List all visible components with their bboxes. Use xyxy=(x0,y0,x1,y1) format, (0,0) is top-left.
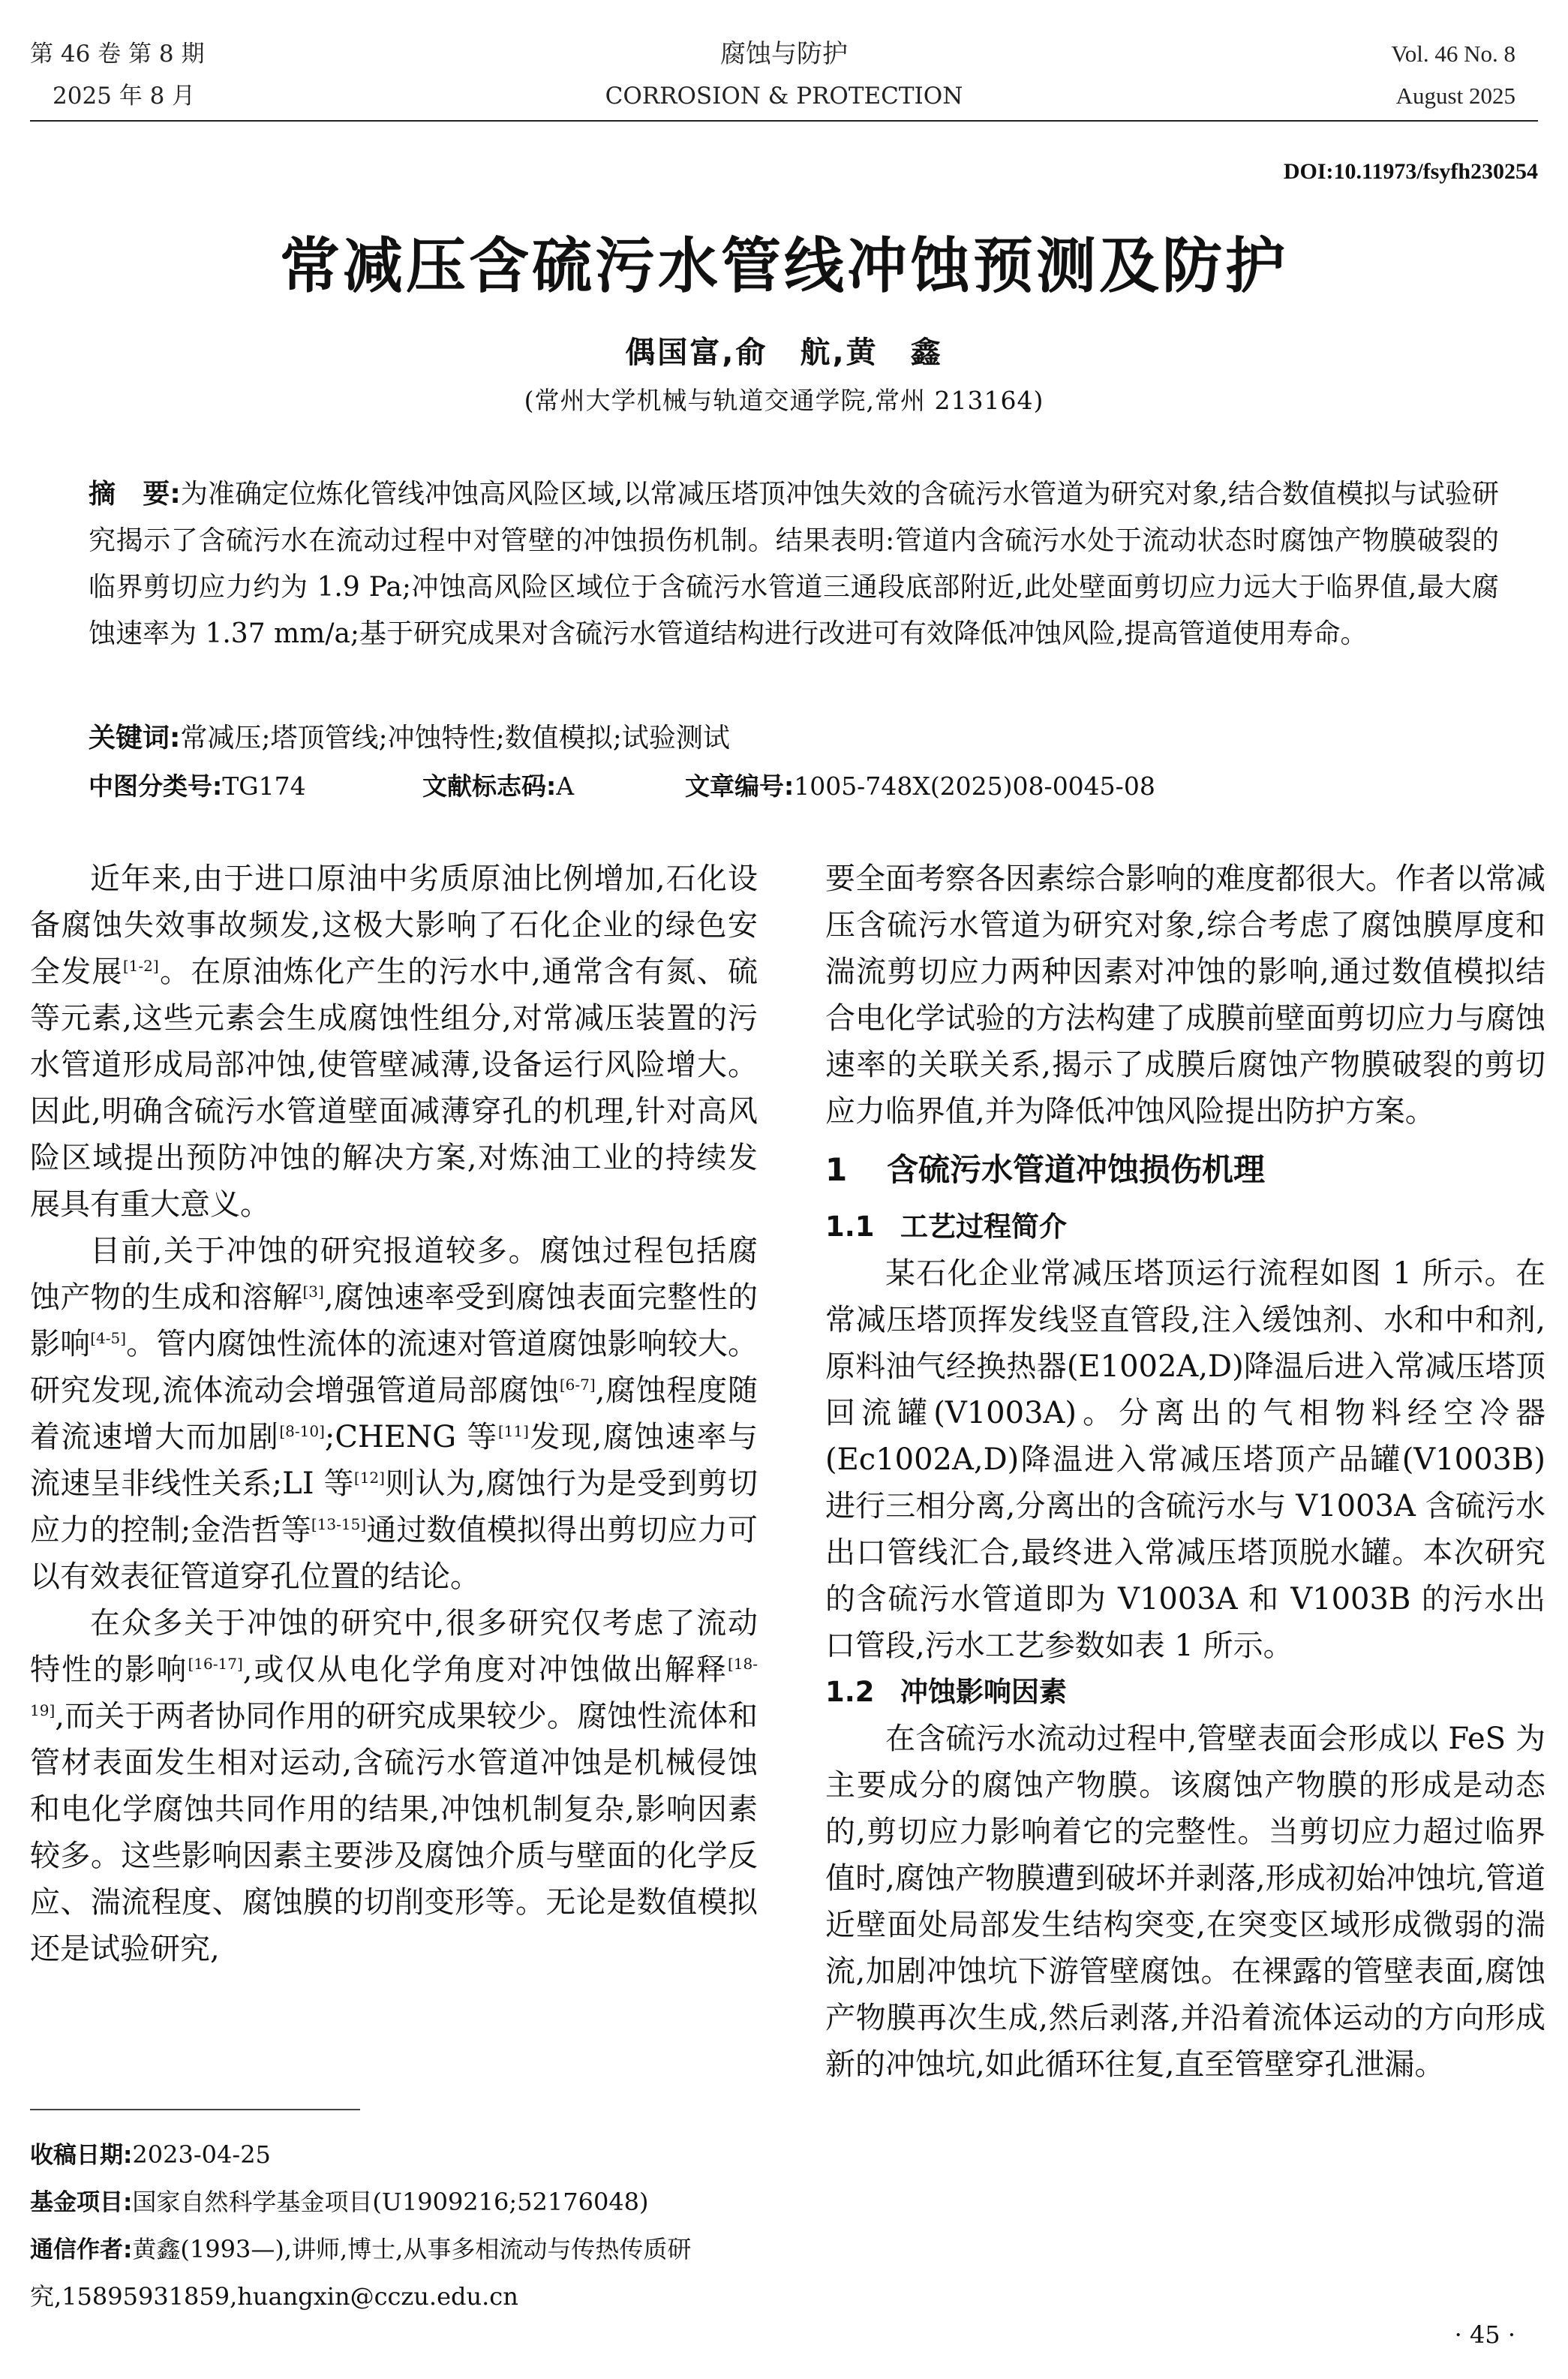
header-date: 2025 年 8 月 xyxy=(53,83,196,110)
classification-line xyxy=(89,767,1499,802)
corresponding-author xyxy=(30,2226,773,2320)
text-run: ,腐蚀速率受到腐蚀表面完整性的影响 xyxy=(30,1280,758,1361)
footnotes xyxy=(30,2131,773,2320)
article-title: 常减压含硫污水管线冲蚀预测及防护 xyxy=(280,231,1288,301)
footnote-value: 2023-04-25 xyxy=(132,2140,271,2169)
footnote-rule xyxy=(30,2109,360,2110)
article-number-label: 文章编号: xyxy=(685,771,795,801)
doi[interactable]: DOI:10.11973/fsyfh230254 xyxy=(1283,159,1538,184)
citation[interactable]: [12] xyxy=(353,1469,385,1487)
keywords-text: 常减压;塔顶管线;冲蚀特性;数值模拟;试验测试 xyxy=(180,723,730,753)
header-volume-issue: 第 46 卷 第 8 期 xyxy=(30,41,205,68)
paragraph xyxy=(30,856,758,1228)
header-journal-en: CORROSION & PROTECTION xyxy=(605,83,963,110)
footnote-label: 基金项目: xyxy=(30,2189,133,2216)
text-run: 通过数值模拟得出剪切应力可以有效表征管道穿孔位置的结论。 xyxy=(30,1513,758,1594)
footnote-label: 收稿日期: xyxy=(30,2142,133,2169)
text-run: ,或仅从电化学角度对冲蚀做出解释 xyxy=(242,1653,728,1687)
received-date xyxy=(30,2131,773,2179)
text-run: 。在原油炼化产生的污水中,通常含有氮、硫等元素,这些元素会生成腐蚀性组分,对常减压装置的污水管道形成局部冲蚀,使管壁减薄,设备运行风险增大。因此,明确含硫污水管道壁面减薄穿孔的机理,针对高风险区域提出预防冲蚀的解决方案,对炼油工业的持续发展具有重大意义。 xyxy=(30,955,758,1222)
paragraph: 某石化企业常减压塔顶运行流程如图 1 所示。在常减压塔顶挥发线竖直管段,注入缓蚀剂、水和中和剂,原料油气经换热器(E1002A,D)降温后进入常减压塔顶回流罐(V1003A)。分离出的气相物料经空冷器(Ec1002A,D)降温进入常减压塔顶产品罐(V1003B)进行三相分离,分离出的含硫污水与 V1003A 含硫污水出口管线汇合,最终进入常减压塔顶脱水罐。本次研究的含硫污水管道即为 V1003A 和 V1003B 的污水出口管段,污水工艺参数如表 1 所示。 xyxy=(825,1256,1545,1663)
paragraph: 在含硫污水流动过程中,管壁表面会形成以 FeS 为主要成分的腐蚀产物膜。该腐蚀产物膜的形成是动态的,剪切应力影响着它的完整性。当剪切应力超过临界值时,腐蚀产物膜遭到破坏并剥落,形成初始冲蚀坑,管道近壁面处局部发生结构突变,在突变区域形成微弱的湍流,加剧冲蚀坑下游管壁腐蚀。在裸露的管壁表面,腐蚀产物膜再次生成,然后剥落,并沿着流体运动的方向形成新的冲蚀坑,如此循环往复,直至管壁穿孔泄漏。 xyxy=(825,1722,1545,2082)
header-rule xyxy=(30,120,1538,122)
body-right-column xyxy=(825,856,1545,2088)
citation[interactable]: [8-10] xyxy=(279,1422,325,1440)
keywords xyxy=(89,717,730,755)
citation[interactable]: [18-19] xyxy=(30,1655,758,1719)
section-heading-1-2 xyxy=(825,1669,1545,1716)
citation[interactable]: [16-17] xyxy=(188,1655,243,1673)
section-title: 含硫污水管道冲蚀损伤机理 xyxy=(887,1151,1266,1188)
section-heading-1 xyxy=(825,1147,1545,1193)
text-run: 在众多关于冲蚀的研究中,很多研究仅考虑了流动特性的影响 xyxy=(30,1606,758,1687)
abstract-text: 为准确定位炼化管线冲蚀高风险区域,以常减压塔顶冲蚀失效的含硫污水管道为研究对象,结合数值模拟与试验研究揭示了含硫污水在流动过程中对管壁的冲蚀损伤机制。结果表明:管道内含硫污水处于流动状态时腐蚀产物膜破裂的临界剪切应力约为 1.9 Pa;冲蚀高风险区域位于含硫污水管道三通段底部附近,此处壁面剪切应力远大于临界值,最大腐蚀速率为 1.37 mm/a;基于研究成果对含硫污水管道结构进行改进可有效降低冲蚀风险,提高管道使用寿命。 xyxy=(89,479,1499,649)
clc-value: TG174 xyxy=(222,771,306,801)
citation[interactable]: [4-5] xyxy=(90,1329,127,1347)
text-run: ;CHENG 等 xyxy=(324,1420,498,1454)
abstract-label: 摘 要: xyxy=(89,479,181,510)
affiliation: (常州大学机械与轨道交通学院,常州 213164) xyxy=(524,386,1044,415)
section-number: 1.2 xyxy=(825,1676,875,1708)
paragraph-continued: 要全面考察各因素综合影响的难度都很大。作者以常减压含硫污水管道为研究对象,综合考虑了腐蚀膜厚度和湍流剪切应力两种因素对冲蚀的影响,通过数值模拟结合电化学试验的方法构建了成膜前壁面剪切应力与腐蚀速率的关联关系,揭示了成膜后腐蚀产物膜破裂的剪切应力临界值,并为降低冲蚀风险提出防护方案。 xyxy=(825,862,1545,1129)
doc-code-value: A xyxy=(556,771,575,801)
authors: 偶国富,俞 航,黄 鑫 xyxy=(625,335,943,370)
body-left-column xyxy=(30,856,758,1972)
header-month-year: August 2025 xyxy=(1395,83,1515,109)
section-number: 1.1 xyxy=(825,1211,875,1243)
citation[interactable]: [1-2] xyxy=(122,957,159,975)
section-title: 工艺过程简介 xyxy=(900,1211,1067,1243)
citation[interactable]: [11] xyxy=(497,1422,529,1440)
text-run: 则认为,腐蚀行为是受到剪切应力的控制;金浩哲等 xyxy=(30,1466,758,1547)
clc-label: 中图分类号: xyxy=(89,771,223,801)
doc-code-label: 文献标志码: xyxy=(422,771,557,801)
paragraph xyxy=(30,1600,758,1972)
footnote-label: 通信作者: xyxy=(30,2236,133,2263)
text-run: 发现,腐蚀速率与流速呈非线性关系;LI 等 xyxy=(30,1420,758,1501)
text-run: 近年来,由于进口原油中劣质原油比例增加,石化设备腐蚀失效事故频发,这极大影响了石化企业的绿色安全发展 xyxy=(30,862,758,989)
citation[interactable]: [6-7] xyxy=(559,1376,596,1394)
footnote-value: 国家自然科学基金项目(U1909216;52176048) xyxy=(132,2188,649,2216)
section-title: 冲蚀影响因素 xyxy=(900,1676,1067,1708)
header-vol-no: Vol. 46 No. 8 xyxy=(1391,41,1515,67)
article-number-value: 1005-748X(2025)08-0045-08 xyxy=(794,771,1155,801)
text-run: 。管内腐蚀性流体的流速对管道腐蚀影响较大。研究发现,流体流动会增强管道局部腐蚀 xyxy=(30,1327,758,1408)
section-number: 1 xyxy=(825,1151,848,1188)
funding xyxy=(30,2179,773,2226)
text-run: ,腐蚀程度随着流速增大而加剧 xyxy=(30,1373,758,1454)
header-journal-cn: 腐蚀与防护 xyxy=(720,39,848,69)
page-number: · 45 · xyxy=(1454,2320,1515,2349)
abstract xyxy=(89,471,1499,657)
citation[interactable]: [3] xyxy=(302,1283,324,1301)
paragraph xyxy=(30,1228,758,1600)
section-heading-1-1 xyxy=(825,1204,1545,1250)
text-run: ,而关于两者协同作用的研究成果较少。腐蚀性流体和管材表面发生相对运动,含硫污水管道冲蚀是机械侵蚀和电化学腐蚀共同作用的结果,冲蚀机制复杂,影响因素较多。这些影响因素主要涉及腐蚀介质与壁面的化学反应、湍流程度、腐蚀膜的切削变形等。无论是数值模拟还是试验研究, xyxy=(30,1699,758,1966)
footnote-value: 黄鑫(1993—),讲师,博士,从事多相流动与传热传质研究,15895931859,huangxin@cczu.edu.cn xyxy=(30,2235,692,2311)
citation[interactable]: [13-15] xyxy=(311,1515,367,1533)
text-run: 目前,关于冲蚀的研究报道较多。腐蚀过程包括腐蚀产物的生成和溶解 xyxy=(30,1234,758,1315)
keywords-label: 关键词: xyxy=(89,723,181,753)
